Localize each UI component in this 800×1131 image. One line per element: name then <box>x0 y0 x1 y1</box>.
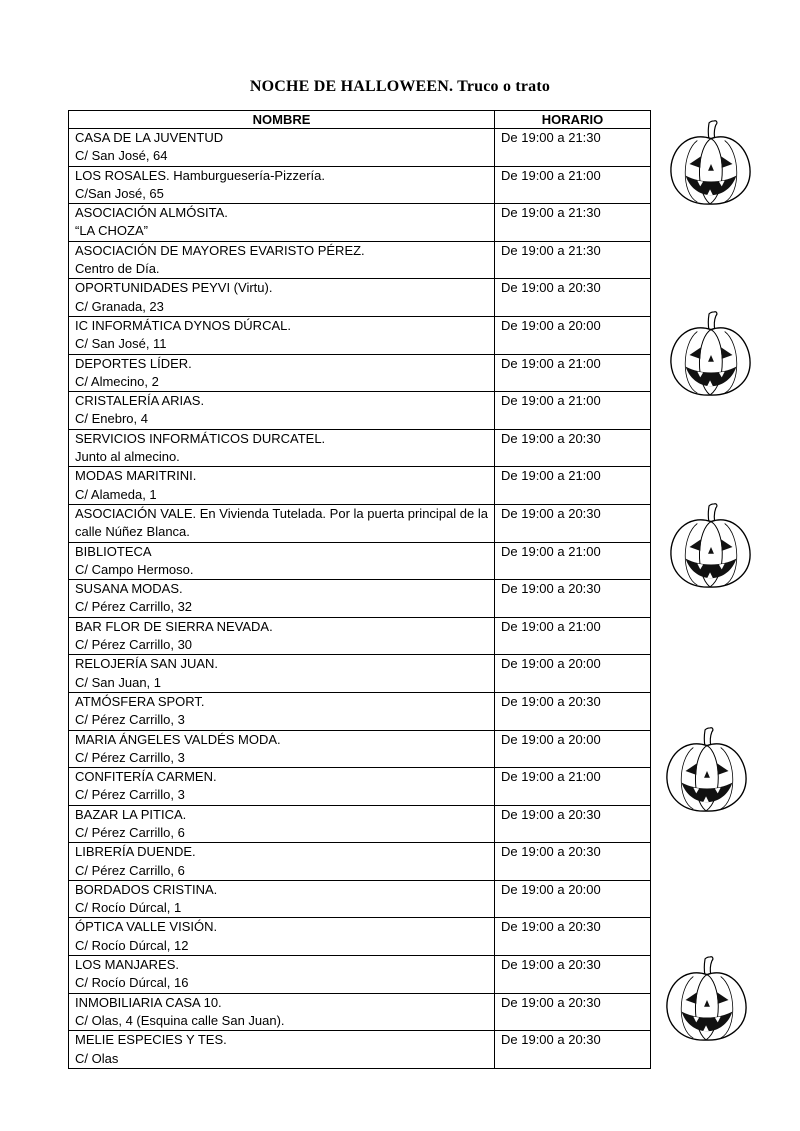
venue-name: CRISTALERÍA ARIAS. <box>75 393 205 409</box>
venue-address: C/ Pérez Carrillo, 30 <box>75 637 193 653</box>
table-header-row <box>69 111 651 129</box>
venue-cell <box>69 204 495 242</box>
venue-name: OPORTUNIDADES PEYVI (Virtu). <box>75 280 273 296</box>
table-row <box>69 918 651 956</box>
venue-address: Centro de Día. <box>75 261 160 277</box>
schedule-cell: De 19:00 a 21:30 <box>495 129 651 167</box>
table-row <box>69 429 651 467</box>
schedule-cell: De 19:00 a 20:30 <box>495 504 651 542</box>
schedule-cell: De 19:00 a 20:00 <box>495 880 651 918</box>
table-row <box>69 279 651 317</box>
table-row <box>69 805 651 843</box>
venue-name: MARIA ÁNGELES VALDÉS MODA. <box>75 731 281 747</box>
schedule-cell: De 19:00 a 21:30 <box>495 241 651 279</box>
venue-cell <box>69 768 495 806</box>
venue-cell <box>69 392 495 430</box>
venue-address: C/ Pérez Carrillo, 3 <box>75 749 185 765</box>
schedule-cell: De 19:00 a 21:00 <box>495 166 651 204</box>
table-row <box>69 880 651 918</box>
table-row <box>69 542 651 580</box>
venue-address: C/ Pérez Carrillo, 3 <box>75 712 185 728</box>
venue-address: C/ Granada, 23 <box>75 298 164 314</box>
venue-name: CASA DE LA JUVENTUD <box>75 130 224 145</box>
venue-cell <box>69 580 495 618</box>
schedule-cell: De 19:00 a 20:30 <box>495 580 651 618</box>
schedule-table <box>68 110 651 1069</box>
venue-cell <box>69 354 495 392</box>
schedule-cell: De 19:00 a 21:00 <box>495 617 651 655</box>
venue-address: C/ Olas, 4 (Esquina calle San Juan). <box>75 1012 285 1028</box>
jack-o-lantern-icon <box>664 721 750 817</box>
venue-cell <box>69 805 495 843</box>
venue-address: C/ San José, 11 <box>75 336 167 352</box>
jack-o-lantern-icon <box>668 497 754 593</box>
table-row <box>69 730 651 768</box>
table-row <box>69 580 651 618</box>
venue-name: ASOCIACIÓN VALE. En Vivienda Tutelada. Por la puerta principal de la calle Núñez Blanca. <box>75 505 488 540</box>
venue-address: C/ Almecino, 2 <box>75 373 159 389</box>
jack-o-lantern-icon <box>668 114 754 210</box>
schedule-cell: De 19:00 a 20:30 <box>495 692 651 730</box>
schedule-cell: De 19:00 a 21:00 <box>495 354 651 392</box>
venue-name: IC INFORMÁTICA DYNOS DÚRCAL. <box>75 317 291 333</box>
table-row <box>69 843 651 881</box>
venue-cell <box>69 316 495 354</box>
venue-address: C/ Rocío Dúrcal, 16 <box>75 975 189 991</box>
venue-address: C/ Olas <box>75 1050 119 1066</box>
venue-name: BIBLIOTECA <box>75 543 152 559</box>
venue-cell <box>69 279 495 317</box>
venue-cell <box>69 166 495 204</box>
venue-address: C/ Pérez Carrillo, 32 <box>75 599 193 615</box>
schedule-cell: De 19:00 a 21:00 <box>495 467 651 505</box>
venue-name: MELIE ESPECIES Y TES. <box>75 1032 227 1048</box>
venue-name: LIBRERÍA DUENDE. <box>75 844 196 860</box>
venue-cell <box>69 129 495 167</box>
venue-address: C/ Rocío Dúrcal, 1 <box>75 900 182 916</box>
table-row <box>69 655 651 693</box>
venue-cell <box>69 918 495 956</box>
table-row <box>69 467 651 505</box>
schedule-cell: De 19:00 a 20:30 <box>495 429 651 467</box>
venue-name: CONFITERÍA CARMEN. <box>75 769 217 785</box>
venue-name: ASOCIACIÓN DE MAYORES EVARISTO PÉREZ. <box>75 242 365 258</box>
venue-name: ASOCIACIÓN ALMÓSITA. <box>75 205 228 221</box>
schedule-cell: De 19:00 a 20:00 <box>495 730 651 768</box>
schedule-cell: De 19:00 a 20:30 <box>495 918 651 956</box>
venue-cell <box>69 692 495 730</box>
venue-cell <box>69 241 495 279</box>
venue-name: BAR FLOR DE SIERRA NEVADA. <box>75 618 273 634</box>
venue-cell <box>69 993 495 1031</box>
venue-address: C/ Rocío Dúrcal, 12 <box>75 937 189 953</box>
venue-address: “LA CHOZA” <box>75 223 148 239</box>
venue-cell <box>69 956 495 994</box>
venue-cell <box>69 730 495 768</box>
venue-address: C/ Enebro, 4 <box>75 411 148 427</box>
venue-name: DEPORTES LÍDER. <box>75 355 192 371</box>
venue-address: C/ Pérez Carrillo, 6 <box>75 862 185 878</box>
table-row <box>69 241 651 279</box>
table-row <box>69 768 651 806</box>
schedule-cell: De 19:00 a 21:00 <box>495 392 651 430</box>
venue-address: C/ Campo Hermoso. <box>75 561 194 577</box>
column-header-name: NOMBRE <box>69 111 495 129</box>
venue-address: Junto al almecino. <box>75 449 180 465</box>
schedule-cell: De 19:00 a 20:00 <box>495 316 651 354</box>
table-row <box>69 692 651 730</box>
table-row <box>69 392 651 430</box>
venue-name: BORDADOS CRISTINA. <box>75 881 218 897</box>
venue-address: C/ San José, 64 <box>75 148 168 164</box>
venue-name: ÓPTICA VALLE VISIÓN. <box>75 919 218 935</box>
venue-cell <box>69 617 495 655</box>
schedule-cell: De 19:00 a 20:30 <box>495 279 651 317</box>
venue-address: C/San José, 65 <box>75 185 164 201</box>
table-row <box>69 316 651 354</box>
table-row <box>69 354 651 392</box>
venue-cell <box>69 467 495 505</box>
schedule-cell: De 19:00 a 20:00 <box>495 655 651 693</box>
table-row <box>69 129 651 167</box>
venue-name: ATMÓSFERA SPORT. <box>75 693 205 709</box>
venue-cell <box>69 429 495 467</box>
venue-cell <box>69 843 495 881</box>
schedule-cell: De 19:00 a 21:30 <box>495 204 651 242</box>
table-row <box>69 1031 651 1069</box>
venue-name: BAZAR LA PITICA. <box>75 806 187 822</box>
venue-cell <box>69 1031 495 1069</box>
venue-name: SUSANA MODAS. <box>75 581 183 597</box>
schedule-cell: De 19:00 a 20:30 <box>495 993 651 1031</box>
venue-name: SERVICIOS INFORMÁTICOS DURCATEL. <box>75 430 326 446</box>
schedule-cell: De 19:00 a 21:00 <box>495 542 651 580</box>
venue-name: RELOJERÍA SAN JUAN. <box>75 656 219 672</box>
column-header-schedule: HORARIO <box>495 111 651 129</box>
table-row <box>69 617 651 655</box>
schedule-cell: De 19:00 a 20:30 <box>495 805 651 843</box>
schedule-cell: De 19:00 a 20:30 <box>495 956 651 994</box>
page-title: NOCHE DE HALLOWEEN. Truco o trato <box>249 78 551 95</box>
venue-cell <box>69 542 495 580</box>
table-row <box>69 504 651 542</box>
venue-cell <box>69 880 495 918</box>
schedule-cell: De 19:00 a 20:30 <box>495 1031 651 1069</box>
table-row <box>69 956 651 994</box>
schedule-cell: De 19:00 a 20:30 <box>495 843 651 881</box>
venue-address: C/ Alameda, 1 <box>75 486 157 502</box>
venue-name: LOS ROSALES. Hamburguesería-Pizzería. <box>75 167 325 183</box>
table-row <box>69 993 651 1031</box>
venue-cell <box>69 504 495 542</box>
venue-name: MODAS MARITRINI. <box>75 468 197 484</box>
table-row <box>69 204 651 242</box>
venue-cell <box>69 655 495 693</box>
jack-o-lantern-icon <box>668 305 754 401</box>
venue-address: C/ San Juan, 1 <box>75 674 161 690</box>
venue-address: C/ Pérez Carrillo, 6 <box>75 824 185 840</box>
venue-name: INMOBILIARIA CASA 10. <box>75 994 222 1010</box>
table-row <box>69 166 651 204</box>
jack-o-lantern-icon <box>664 950 750 1046</box>
venue-name: LOS MANJARES. <box>75 957 180 973</box>
schedule-cell: De 19:00 a 21:00 <box>495 768 651 806</box>
venue-address: C/ Pérez Carrillo, 3 <box>75 787 185 803</box>
